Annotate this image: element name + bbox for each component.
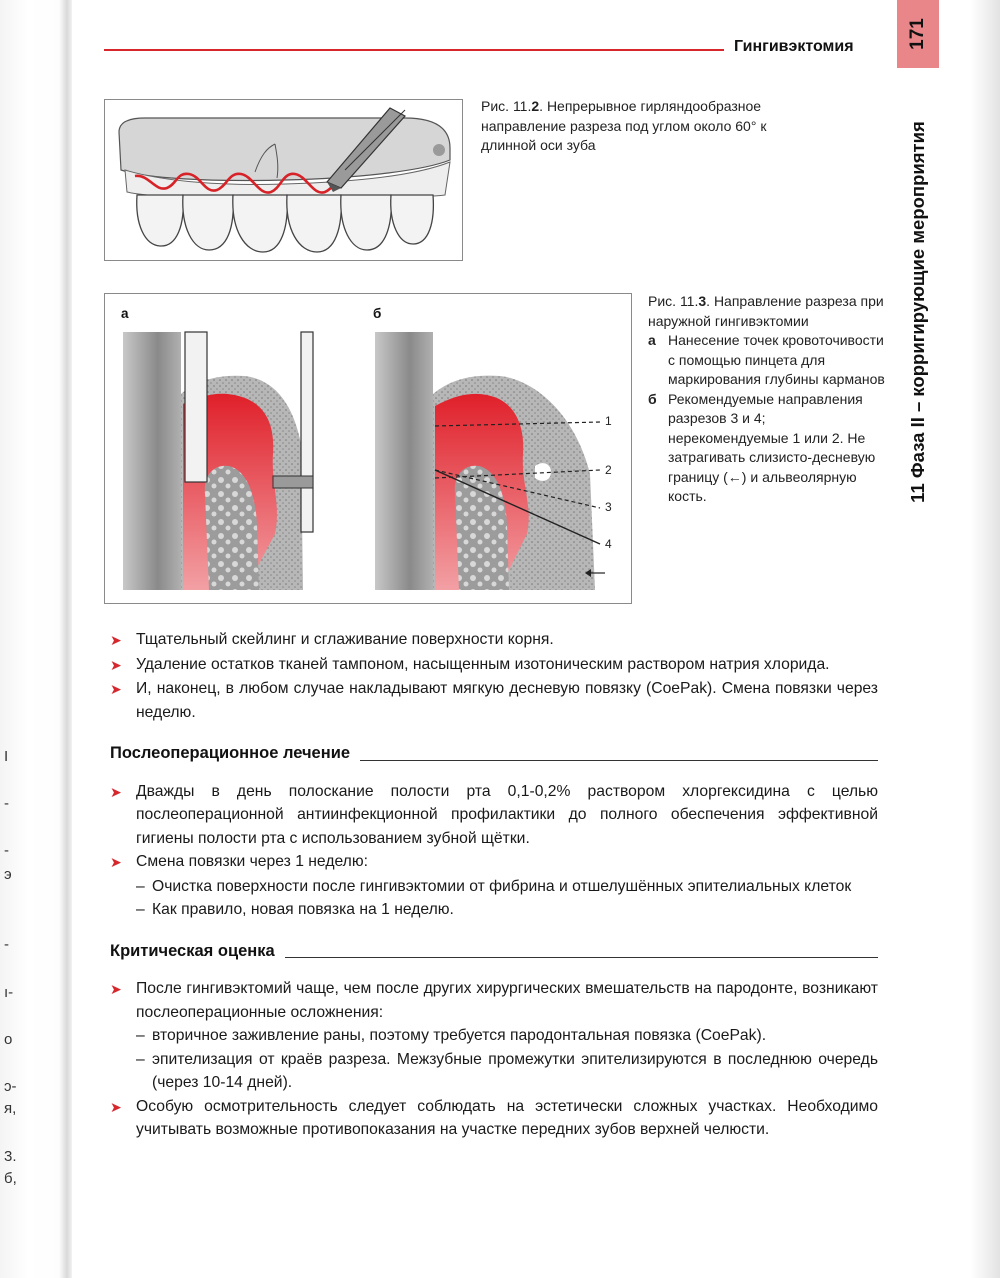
running-title: Гингивэктомия [734,38,854,55]
caption-title [648,292,888,331]
sub-item-text: эпителизация от краёв разреза. Межзубные промежутки эпителизируются в последнюю очередь (через 10-14 дней). [152,1050,878,1091]
caption-item-key: а [648,332,656,348]
panel-label-b: б [373,306,382,321]
section-rule [360,760,878,761]
caption-item [648,331,888,390]
sub-item [110,898,878,922]
incision-marker-2: 2 [605,463,612,477]
gutter-fragment: б, [4,1170,17,1187]
page-edge-shadow [970,0,1000,1278]
caption-item-key: б [648,390,657,407]
header-rule [104,49,724,51]
figure-caption [481,97,821,156]
bullet-item [110,850,878,875]
sub-item-text: вторичное заживление раны, поэтому требуется пародонтальная повязка (CoePak). [152,1027,767,1044]
sub-item [110,1048,878,1095]
caption-text: . Непрерывное гирляндообразное направление разреза под углом около 60° к длинной оси зуба [481,98,767,153]
bullet-item [110,780,878,851]
sub-item-text: Как правило, новая повязка на 1 неделю. [152,901,454,918]
gutter-fragment: 3. [4,1148,17,1165]
dash-mark: – [136,1050,145,1068]
dash-mark: – [136,901,145,918]
bullet-text: Смена повязки через 1 неделю: [136,853,368,870]
section-heading-critical [110,940,878,964]
chapter-side-title: 11 Фаза II – корригирующие мероприятия [907,121,928,503]
section-title: Критическая оценка [110,941,275,960]
gutter-fragment: - [4,936,9,953]
gutter-fragment: э [4,866,12,883]
gutter-fragment: ı- [4,984,14,1001]
bullet-item [110,628,878,653]
section-heading-postop [110,742,878,766]
figure-caption [648,292,888,507]
bullet-arrow-icon: ➤ [110,854,122,870]
dash-mark: – [136,877,145,895]
section-rule [285,957,878,958]
bullet-text: И, наконец, в любом случае накладывают мягкую десневую повязку (CoePak). Смена повязки через неделю. [136,680,878,721]
bullet-item [110,977,878,1024]
bullet-arrow-icon: ➤ [110,681,122,697]
caption-prefix: Рис. 11. [481,98,532,114]
bullet-arrow-icon: ➤ [110,981,122,997]
incision-marker-3: 3 [605,500,612,514]
gingivectomy-illustration [105,100,462,260]
caption-text: . Направление разреза при наружной гингивэктомии [648,293,884,329]
bullet-item [110,677,878,724]
caption-prefix: Рис. 11. [648,293,699,309]
caption-number: 3 [698,293,707,309]
bullet-arrow-icon: ➤ [110,632,122,648]
section-title: Послеоперационное лечение [110,744,351,762]
gutter-fragment: - [4,842,9,859]
bullet-text: После гингивэктомий чаще, чем после других хирургических вмешательств на пародонте, возникают послеоперационные осложнения: [136,980,878,1021]
caption-number: 2 [531,98,540,114]
incision-marker-1: 1 [605,414,612,428]
page-number [897,0,939,68]
bullet-arrow-icon: ➤ [110,656,122,673]
caption-item-text: Рекомендуемые направления разрезов 3 и 4; нерекомендуемые 1 или 2. Не затрагивать слизисто-десневую границу (←) и альвеолярную кость. [668,390,876,504]
panel-label-a: а [121,306,129,321]
book-gutter [0,0,72,1278]
page-number-text: 171 [906,18,928,50]
bullet-arrow-icon: ➤ [110,1098,122,1115]
caption-item [648,390,888,507]
sub-item [110,1024,878,1048]
gutter-fragment: - [4,795,9,812]
gutter-fragment: ɔ- [4,1078,17,1095]
gutter-fragment: я, [4,1100,17,1117]
sub-item [110,875,878,899]
figure-incision-direction [104,293,632,604]
bullet-text: Удаление остатков тканей тампоном, насыщенным изотоническим раствором натрия хлорида. [136,655,830,673]
caption-item-text: Нанесение точек кровоточивости с помощью пинцета для маркирования глубины карманов [668,332,885,387]
incision-marker-4: 4 [605,537,612,551]
dash-mark: – [136,1027,145,1044]
bullet-item [110,653,878,678]
bullet-text: Дважды в день полоскание полости рта 0,1-0,2% раствором хлоргексидина с целью послеоперационной антиинфекционной профилактики до полного обеспечения эффективной гигиены полости рта с использованием зубной щётки. [136,782,878,847]
bullet-text: Тщательный скейлинг и сглаживание поверхности корня. [136,631,554,648]
gutter-fragment: I [4,748,9,765]
sub-item-text: Очистка поверхности после гингивэктомии от фибрина и отшелушённых эпителиальных клеток [152,877,852,895]
incision-cross-sections [105,294,631,603]
figure-incision-line [104,99,463,261]
gutter-fragment: о [4,1031,13,1048]
bullet-arrow-icon: ➤ [110,783,122,800]
body-text [110,628,878,1142]
bullet-item [110,1095,878,1142]
bullet-text: Особую осмотрительность следует соблюдать на эстетически сложных участках. Необходимо учитывать возможные противопоказания на участке передних зубов верхней челюсти. [136,1097,878,1138]
